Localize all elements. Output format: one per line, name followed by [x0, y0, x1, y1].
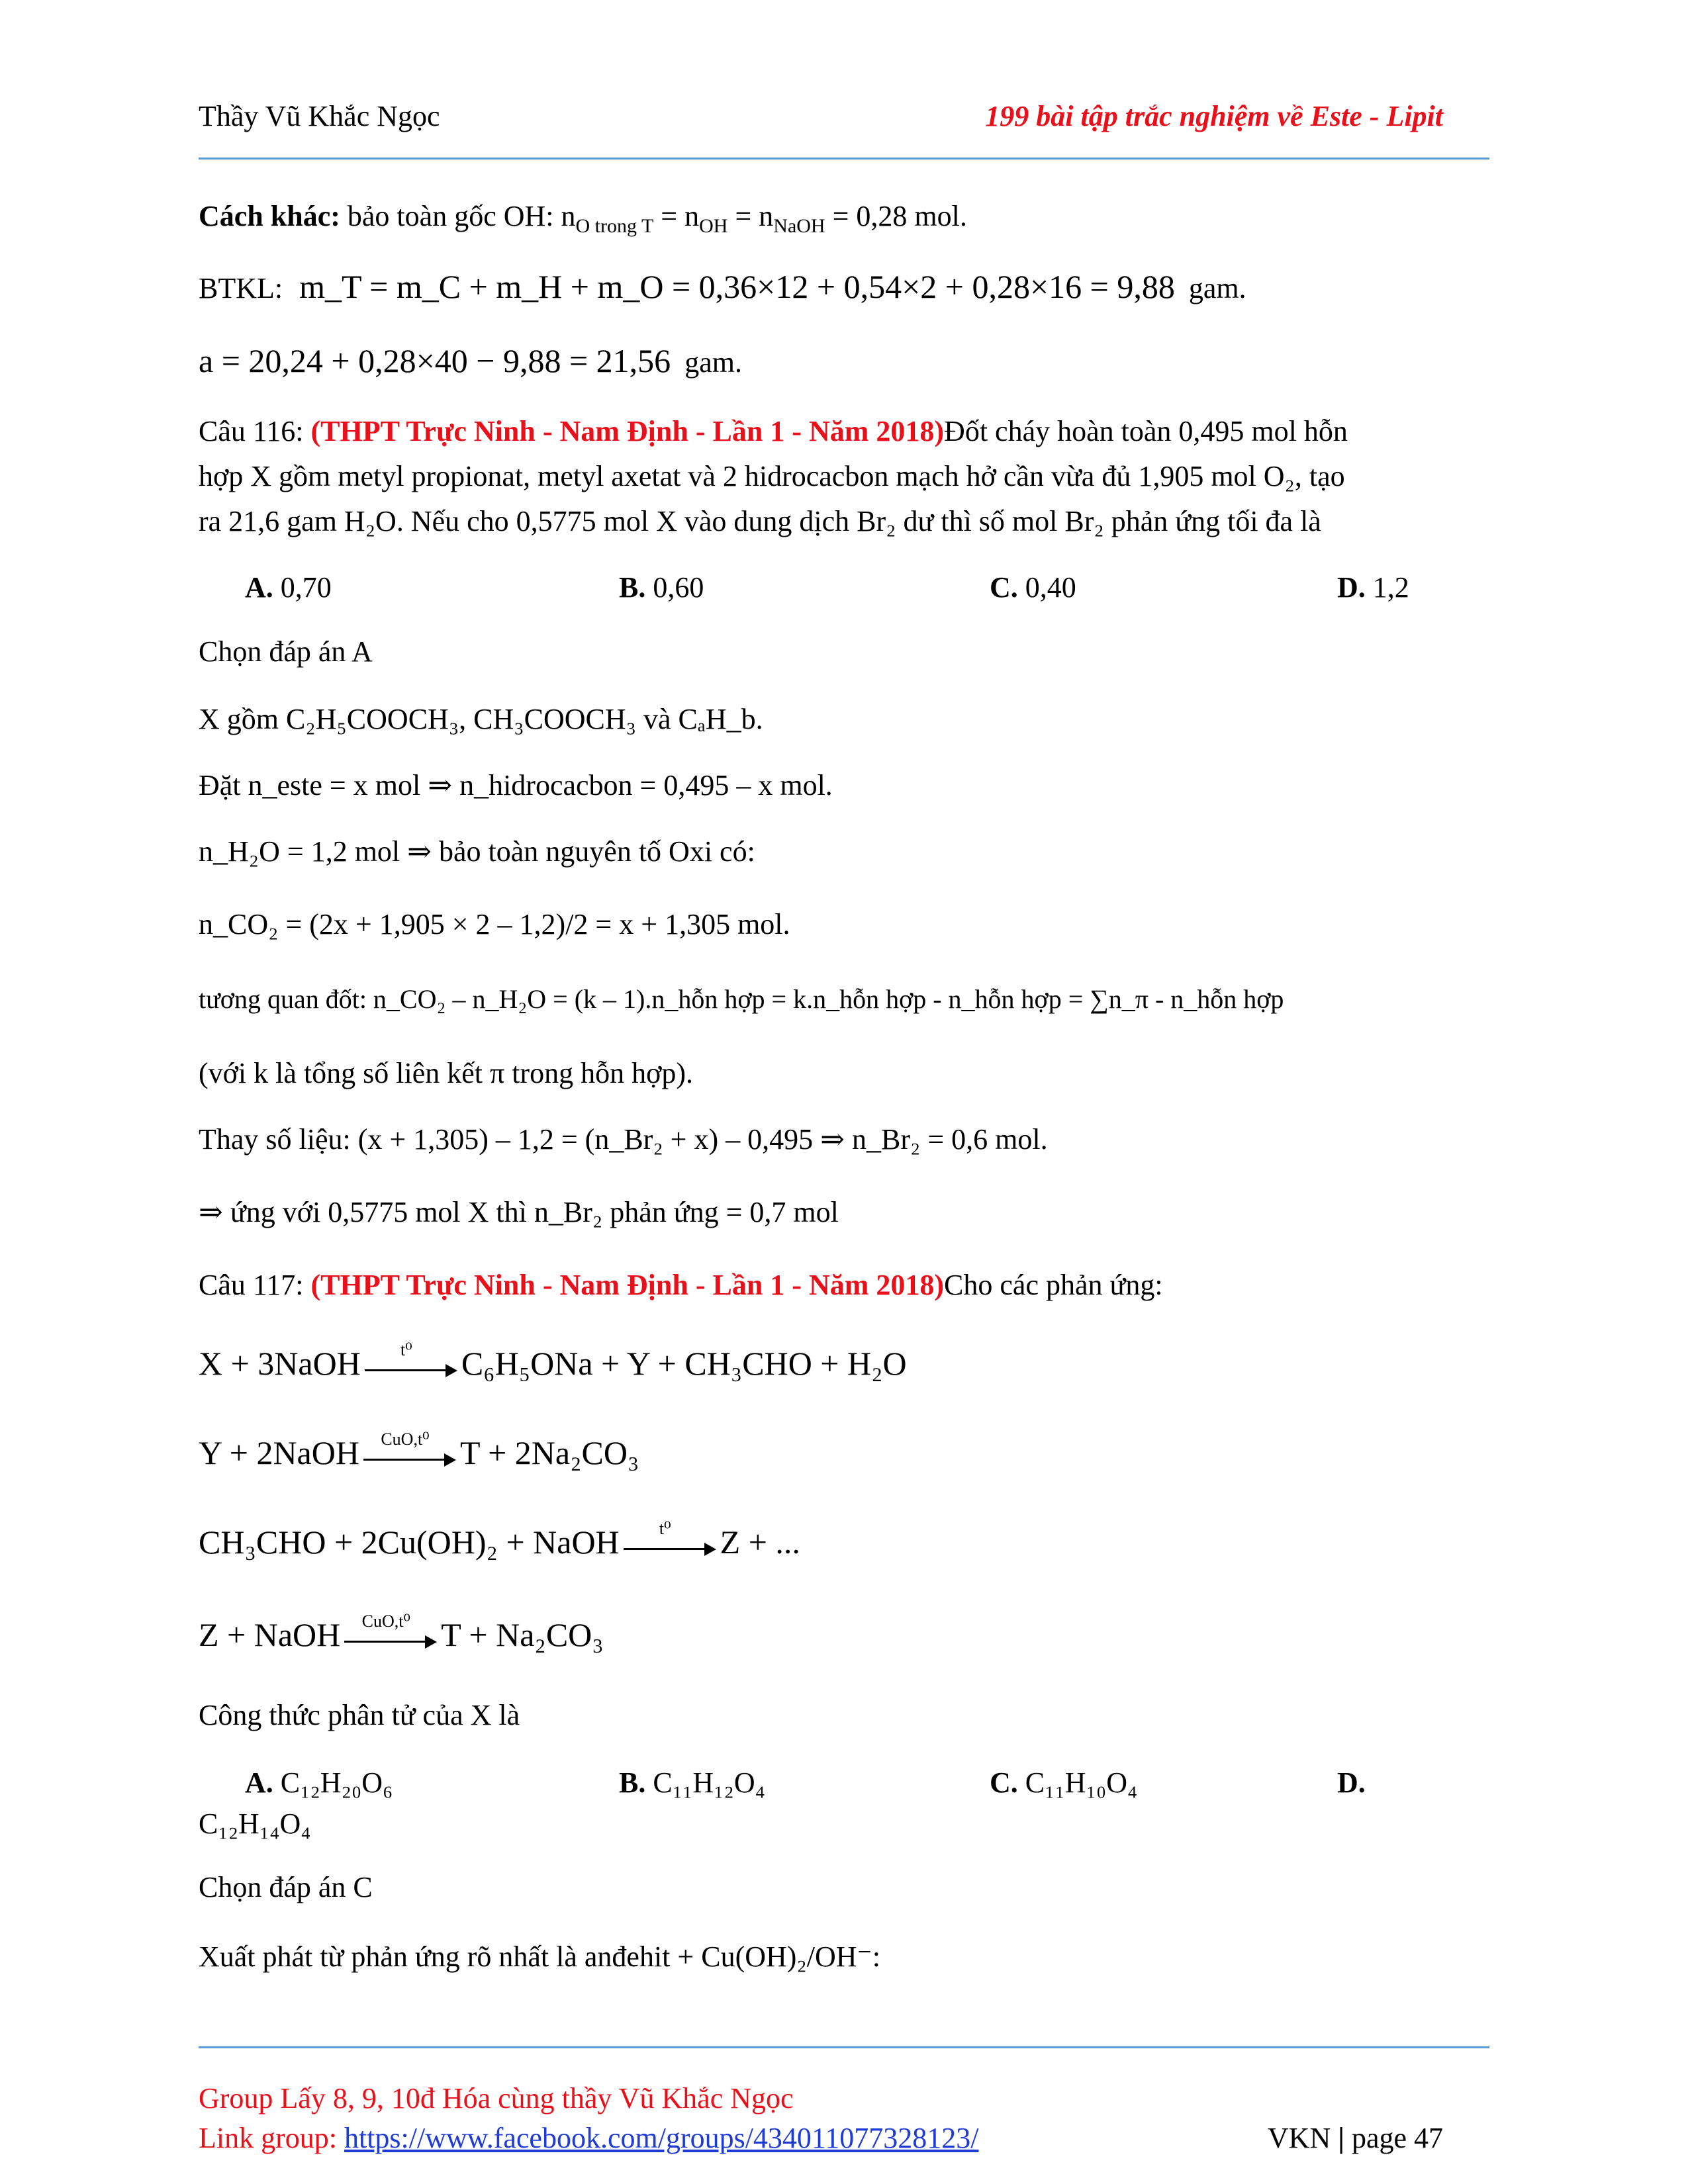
q117-option-c: C. C₁₁H₁₀O₄ [990, 1766, 1138, 1799]
q116-step6: (với k là tổng số liên kết π trong hỗn hợp). [199, 1057, 693, 1089]
q116-step5: tương quan đốt: n_CO₂ – n_H₂O = (k – 1).n_hỗn hợp = k.n_hỗn hợp - n_hỗn hợp = ∑n_π - n_hỗn hợp [199, 984, 1284, 1014]
q116-step2: Đặt n_este = x mol ⇒ n_hidrocacbon = 0,495 – x mol. [199, 769, 833, 801]
footer-link-line: Link group: https://www.facebook.com/groups/434011077328123/ [199, 2122, 979, 2154]
q116-answer: Chọn đáp án A [199, 635, 373, 668]
reaction-arrow: t⁰ [624, 1529, 716, 1563]
q117-line1: Câu 117: (THPT Trực Ninh - Nam Định - Lần 1 - Năm 2018)Cho các phản ứng: [199, 1269, 1163, 1301]
q116-option-d: D. 1,2 [1337, 571, 1409, 604]
reaction-1: X + 3NaOH t⁰ C₆H₅ONa + Y + CH₃CHO + H₂O [199, 1347, 907, 1384]
q117-option-d-letter: D. [1337, 1766, 1366, 1799]
header-divider [199, 158, 1489, 159]
q116-line3: ra 21,6 gam H₂O. Nếu cho 0,5775 mol X vào dung dịch Br₂ dư thì số mol Br₂ phản ứng tối đa là [199, 505, 1321, 537]
footer-divider [199, 2046, 1489, 2048]
footer-group-link[interactable]: https://www.facebook.com/groups/434011077328123/ [344, 2122, 979, 2154]
q117-label: Câu 117: [199, 1269, 311, 1301]
header-author: Thầy Vũ Khắc Ngọc [199, 100, 440, 132]
footer-group: Group Lấy 8, 9, 10đ Hóa cùng thầy Vũ Khắc Ngọc [199, 2082, 794, 2115]
reaction-arrow: t⁰ [365, 1351, 457, 1384]
q117-answer: Chọn đáp án C [199, 1871, 373, 1903]
btkl-line: BTKL: m_T = m_C + m_H + m_O = 0,36×12 + 0,54×2 + 0,28×16 = 9,88 gam. [199, 268, 1246, 305]
q117-source: (THPT Trực Ninh - Nam Định - Lần 1 - Năm 2018) [310, 1269, 945, 1301]
q116-line2: hợp X gồm metyl propionat, metyl axetat và 2 hidrocacbon mạch hở cần vừa đủ 1,905 mol O₂, tạo [199, 460, 1345, 492]
q116-option-b: B. 0,60 [619, 571, 704, 604]
header-title: 199 bài tập trắc nghiệm về Este - Lipit [985, 100, 1443, 132]
q116-step1: X gồm C₂H₅COOCH₃, CH₃COOCH₃ và CₐH_b. [199, 703, 763, 735]
q116-step7: Thay số liệu: (x + 1,305) – 1,2 = (n_Br₂ + x) – 0,495 ⇒ n_Br₂ = 0,6 mol. [199, 1123, 1048, 1156]
q116-option-a: A. 0,70 [245, 571, 332, 604]
q117-option-d-value: C₁₂H₁₄O₄ [199, 1807, 311, 1840]
q116-step8: ⇒ ứng với 0,5775 mol X thì n_Br₂ phản ứng = 0,7 mol [199, 1196, 839, 1228]
q116-source: (THPT Trực Ninh - Nam Định - Lần 1 - Năm 2018) [310, 415, 945, 447]
reaction-4: Z + NaOH CuO,t⁰ T + Na₂CO₃ [199, 1618, 604, 1655]
page-number: VKN | page 47 [1267, 2122, 1443, 2154]
reaction-3: CH₃CHO + 2Cu(OH)₂ + NaOH t⁰ Z + ... [199, 1525, 800, 1563]
q117-option-a: A. C₁₂H₂₀O₆ [245, 1766, 393, 1799]
q117-option-b: B. C₁₁H₁₂O₄ [619, 1766, 765, 1799]
reaction-arrow: CuO,t⁰ [363, 1440, 456, 1473]
cach-khac-label: Cách khác: [199, 200, 340, 232]
q116-label: Câu 116: [199, 415, 311, 447]
q116-step4: n_CO₂ = (2x + 1,905 × 2 – 1,2)/2 = x + 1,305 mol. [199, 908, 790, 940]
cach-khac-line: Cách khác: bảo toàn gốc OH: $n_{O trong T} = n_{OH} = n_{NaOH} = 0,28$ mol. [199, 200, 967, 237]
q117-question: Công thức phân tử của X là [199, 1699, 520, 1731]
reaction-arrow: CuO,t⁰ [344, 1622, 437, 1655]
a-line: a = 20,24 + 0,28×40 − 9,88 = 21,56 gam. [199, 342, 742, 379]
a-equation: a = 20,24 + 0,28×40 − 9,88 = 21,56 [199, 342, 671, 379]
btkl-label: BTKL: [199, 272, 283, 304]
reaction-2: Y + 2NaOH CuO,t⁰ T + 2Na₂CO₃ [199, 1436, 639, 1473]
q116-line1: Câu 116: (THPT Trực Ninh - Nam Định - Lần 1 - Năm 2018)Đốt cháy hoàn toàn 0,495 mol hỗn [199, 415, 1348, 447]
q116-step3: n_H₂O = 1,2 mol ⇒ bảo toàn nguyên tố Oxi có: [199, 835, 755, 868]
q117-step1: Xuất phát từ phản ứng rõ nhất là anđehit + Cu(OH)₂/OH⁻: [199, 1940, 880, 1973]
q116-option-c: C. 0,40 [990, 571, 1076, 604]
btkl-equation: m_T = m_C + m_H + m_O = 0,36×12 + 0,54×2 + 0,28×16 = 9,88 [299, 268, 1175, 305]
